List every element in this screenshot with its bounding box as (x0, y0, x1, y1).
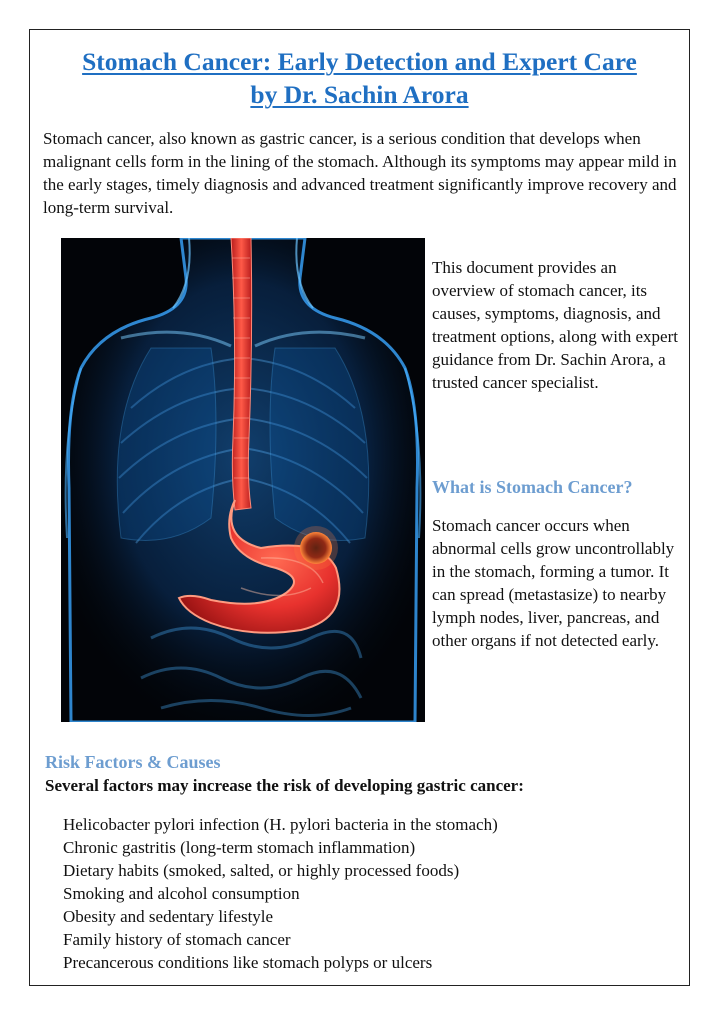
list-item: Smoking and alcohol consumption (63, 884, 300, 903)
risk-factors-subheading: Several factors may increase the risk of developing gastric cancer: (45, 776, 524, 795)
title-line-1: Stomach Cancer: Early Detection and Expert Care (82, 47, 637, 76)
list-item: Chronic gastritis (long-term stomach inflammation) (63, 838, 416, 857)
list-item: Obesity and sedentary lifestyle (63, 907, 274, 926)
title-line-2: by Dr. Sachin Arora (250, 80, 469, 109)
risk-factors-list (63, 813, 498, 974)
what-is-paragraph: Stomach cancer occurs when abnormal cells grow uncontrollably in the stomach, forming a tumor. It can spread (metastasize) to nearby lymph nodes, liver, pancreas, and other organs if not detected early. (432, 516, 675, 650)
list-item: Dietary habits (smoked, salted, or highly processed foods) (63, 861, 460, 880)
what-is-heading: What is Stomach Cancer? (432, 477, 633, 497)
stomach-illustration (61, 238, 425, 722)
risk-factors-heading: Risk Factors & Causes (45, 752, 221, 772)
list-item: Helicobacter pylori infection (H. pylori bacteria in the stomach) (63, 815, 498, 834)
intro-paragraph: Stomach cancer, also known as gastric cancer, is a serious condition that develops when malignant cells form in the lining of the stomach. Although its symptoms may appear mild in the early stages, timely diagnosis and advanced treatment significantly improve recovery and long-term survival. (43, 129, 677, 217)
overview-paragraph: This document provides an overview of stomach cancer, its causes, symptoms, diagnosis, and treatment options, along with expert guidance from Dr. Sachin Arora, a trusted cancer specialist. (432, 258, 678, 392)
list-item: Precancerous conditions like stomach polyps or ulcers (63, 953, 433, 972)
list-item: Family history of stomach cancer (63, 930, 291, 949)
page-title (30, 45, 689, 111)
